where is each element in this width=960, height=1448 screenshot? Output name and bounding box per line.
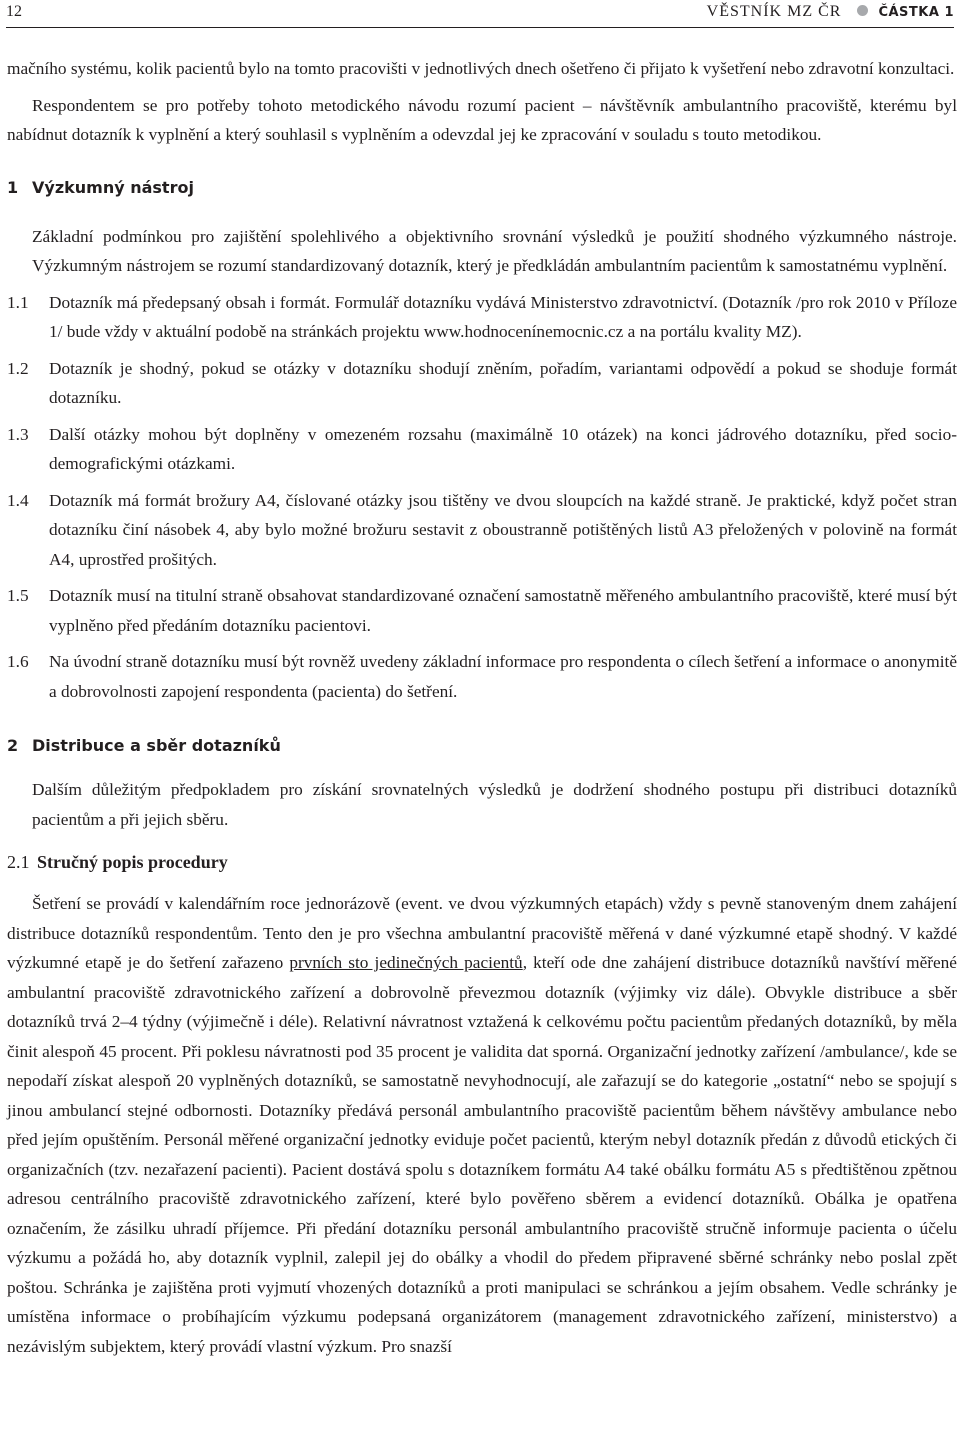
subsection-2-1-heading xyxy=(7,847,957,877)
list-item-number: 1.1 xyxy=(7,292,29,312)
list-item xyxy=(7,354,957,413)
subsection-2-1-number: 2.1 xyxy=(7,852,30,872)
intro-paragraph-respondent: Respondentem se pro potřeby tohoto metodického návodu rozumí pacient – návštěvník ambulantního pracoviště, kterému byl nabídnut dotazník k vyplnění a který souhlasil s vyplněním a odevzdal jej ke zpracování v souladu s touto metodikou. xyxy=(7,95,957,144)
list-item xyxy=(7,647,957,706)
section-1-title: Výzkumný nástroj xyxy=(32,177,194,197)
list-item-number: 1.3 xyxy=(7,424,29,444)
running-header xyxy=(6,0,954,24)
header-right xyxy=(707,0,954,25)
intro-paragraph-continued: mačního systému, kolik pacientů bylo na tomto pracovišti v jednotlivých dnech ošetřeno či přijato k vyšetření nebo zdravotní konzultaci. xyxy=(7,59,955,78)
section-2-heading xyxy=(7,731,957,761)
list-item-number: 1.5 xyxy=(7,586,29,605)
section-1-heading xyxy=(7,173,957,203)
procedure-paragraph xyxy=(7,889,957,1361)
section-1-intro: Základní podmínkou pro zajištění spolehlivého a objektivního srovnání výsledků je použití shodného výzkumného nástroje. Výzkumným nástrojem se rozumí standardizovaný dotazník, který je předkládán ambulantním pacientům k samostatnému vyplnění. xyxy=(32,226,957,275)
procedure-text-start: Šetření se provádí v kalendářním roce jednorázově (event. ve dvou výzkumných etapách) vždy s pevně stanoveným dnem zahájení distribuce dotazníků respondentům. Tento den je pro všechna ambulantní pracoviště měřená v dané výzkumné etapě shodný. V každé výzkumné etapě je do šetření zařazeno xyxy=(7,894,957,972)
procedure-text-rest: , kteří ode dne zahájení distribuce dotazníků navštíví měřené ambulantní pracoviště zdravotnického zařízení a dobrovolně převezmou dotazník (výjimky viz dále). Obvykle distribuce a sběr dotazníků trvá 2–4 týdny (výjimečně i déle). Relativní návratnost vztažená k celkovému počtu pacientům předaných dotazníků, by měla činit alespoň 45 procent. Při poklesu návratnosti pod 35 procent je validita dat sporná. Organizační jednotky zařízení /ambulance/, kde se nepodaří získat alespoň 20 vyplněných dotazníků, se samostatně nevyhodnocují, ale zařazují se do kategorie „ostatní“ nebo se spojují s jinou ambulancí stejné odbornosti. Dotazníky předává personál ambulantního pracoviště pacientům během návštěvy ambulance nebo před jejím opuštěním. Personál měřené organizační jednotky eviduje počet pacientů, kterým nebyl dotazník předán z důvodů etických či organizačních (tzv. nezařazení pacienti). Pacient dostává spolu s dotazníkem formátu A4 také obálku formátu A5 s předtištěnou zpětnou adresou centrálního pracoviště zdravotnického zařízení, které bylo pověřeno sběrem a evidencí dotazníků. Obálka je opatřena označením, že zásilku uhradí příjemce. Při předání dotazníku personál ambulantního pracoviště stručně informuje pacienta o účelu výzkumu a požádá ho, aby dotazník vyplnil, zalepil jej do obálky a vhodil do předem připravené sběrné schránky nebo poslal zpět poštou. Schránka je zajištěna proti vyjmutí vhozených dotazníků a proti manipulaci se schránkou a jejím obsahem. Vedle schránky je umístěna informace o probíhajícím výzkumu podepsaná organizátorem (management zdravotnického zařízení, ministerstvo) a nezávislým subjektem, který provádí vlastní výzkum. Pro snazší xyxy=(7,953,957,1356)
section-2-number: 2 xyxy=(7,736,19,755)
list-item-number: 1.2 xyxy=(7,358,29,378)
list-item-text: Další otázky mohou být doplněny v omezeném rozsahu (maximálně 10 otázek) na konci jádrového dotazníku, před socio-demografickými otázkami. xyxy=(49,424,957,473)
section-1-number: 1 xyxy=(7,177,19,197)
list-item-text: Na úvodní straně dotazníku musí být rovněž uvedeny základní informace pro respondenta o cílech šetření a informace o anonymitě a dobrovolnosti zapojení respondenta (pacienta) do šetření. xyxy=(49,652,957,701)
document-body xyxy=(7,54,957,1361)
list-item-text: Dotazník je shodný, pokud se otázky v dotazníku shodují zněním, pořadím, variantami odpovědí a pokud se shoduje formát dotazníku. xyxy=(49,358,957,407)
underlined-phrase: prvních sto jedinečných pacientů xyxy=(289,953,523,972)
list-item xyxy=(7,420,957,479)
list-item-text: Dotazník má formát brožury A4, číslované otázky jsou tištěny ve dvou sloupcích na každé straně. Je praktické, když počet stran dotazníku činí násobek 4, aby bylo možné brožuru sestavit z oboustranně potištěných listů A3 přeložených v polovině na formát A4, uprostřed prošitých. xyxy=(49,490,957,569)
page-number: 12 xyxy=(6,3,22,20)
section-2-intro: Dalším důležitým předpokladem pro získání srovnatelných výsledků je dodržení shodného postupu při distribuci dotazníků pacientům a při jejich sběru. xyxy=(32,780,957,829)
issue-part: ČÁSTKA 1 xyxy=(878,5,954,20)
journal-title: VĚSTNÍK MZ ČR xyxy=(706,3,842,20)
list-item-number: 1.6 xyxy=(7,652,29,671)
bullet-dot-icon xyxy=(857,5,868,16)
list-item-text: Dotazník musí na titulní straně obsahovat standardizované označení samostatně měřeného ambulantního pracoviště, které musí být vyplněno před předáním dotazníku pacientovi. xyxy=(49,586,957,635)
list-item xyxy=(7,581,957,640)
list-item xyxy=(7,486,957,575)
list-item-number: 1.4 xyxy=(7,490,29,510)
section-2-title: Distribuce a sběr dotazníků xyxy=(32,736,281,755)
subsection-2-1-title: Stručný popis procedury xyxy=(37,852,228,872)
list-item-text: Dotazník má předepsaný obsah i formát. Formulář dotazníku vydává Ministerstvo zdravotnictví. (Dotazník /pro rok 2010 v Příloze 1/ bude vždy v aktuální podobě na stránkách projektu www.hodnocenínemocnic.cz a na portálu kvality MZ). xyxy=(49,292,957,341)
header-rule xyxy=(6,27,954,28)
list-item xyxy=(7,288,957,347)
